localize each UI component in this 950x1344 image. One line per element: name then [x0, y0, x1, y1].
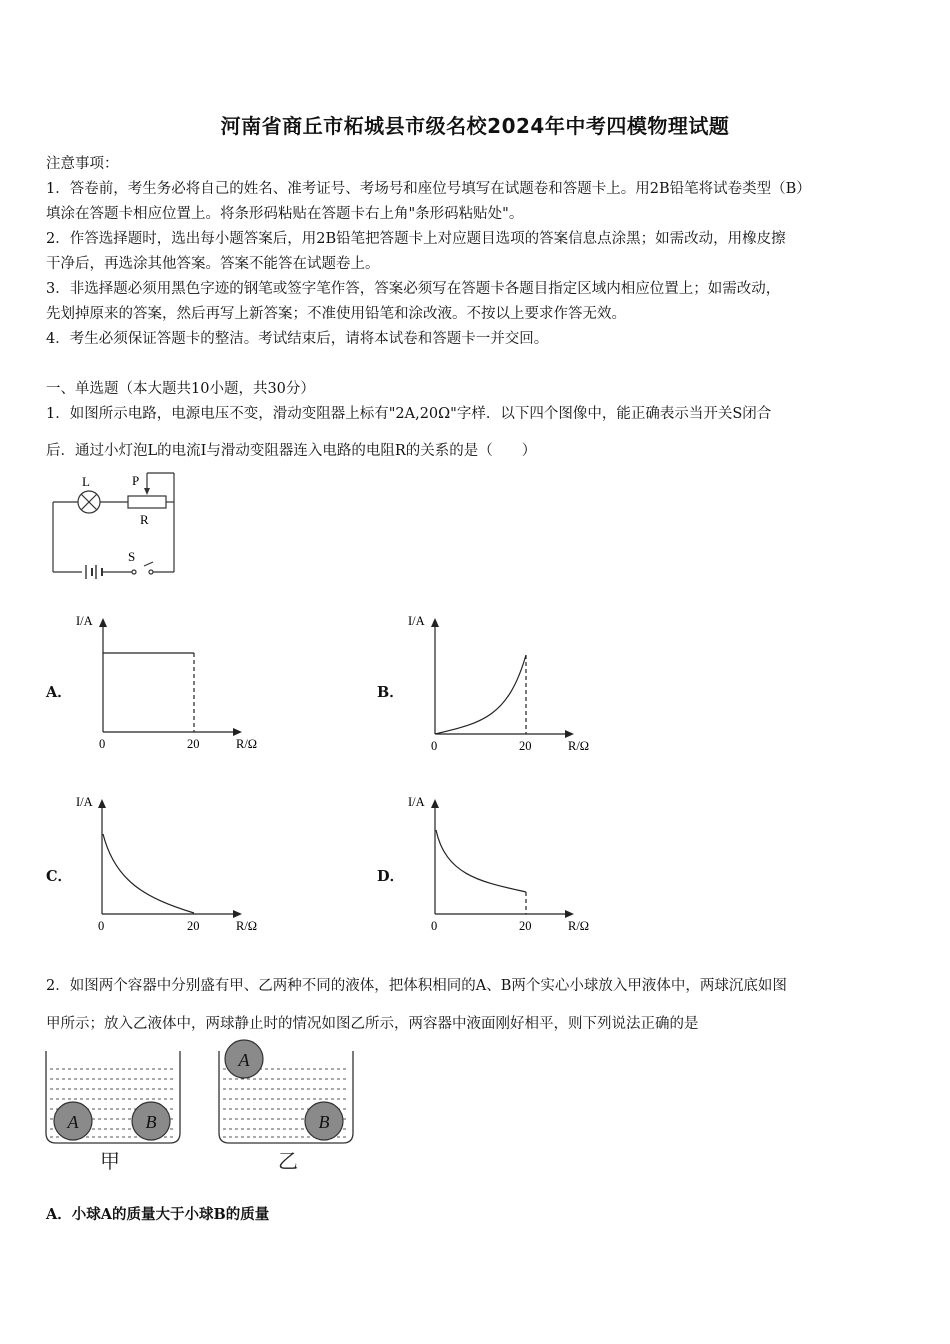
y-label: I/A — [76, 795, 93, 809]
q2-option-a: A．小球A的质量大于小球B的质量 — [46, 1206, 270, 1223]
option-c-label: C． — [46, 868, 73, 885]
notice-line-5: 3．非选择题必须用黑色字迹的钢笔或签字笔作答，答案必须写在答题卡各题目指定区域内相应位置上；如需改动， — [46, 281, 781, 297]
xmax-label: 20 — [519, 739, 532, 753]
resistor-symbol — [128, 496, 166, 508]
resistor-label: R — [140, 512, 149, 527]
caption-yi: 乙 — [278, 1151, 298, 1173]
notice-line-7: 4．考生必须保证答题卡的整洁。考试结束后，请将本试卷和答题卡一并交回。 — [46, 331, 549, 347]
lamp-label: L — [82, 474, 90, 489]
notice-line-3: 2．作答选择题时，选出每小题答案后，用2B铅笔把答题卡上对应题目选项的答案信息点涂黑；如需改动，用橡皮擦 — [46, 231, 786, 247]
q2-text-line-2: 甲所示；放入乙液体中，两球静止时的情况如图乙所示，两容器中液面刚好相平，则下列说法正确的是 — [46, 1016, 699, 1032]
y-arrow — [431, 618, 439, 627]
notice-line-2: 填涂在答题卡相应位置上。将条形码粘贴在答题卡右上角"条形码粘贴处"。 — [46, 206, 524, 222]
page-title: 河南省商丘市柘城县市级名校2024年中考四模物理试题 — [220, 114, 730, 138]
origin-label: 0 — [98, 919, 105, 933]
graph-d — [402, 786, 612, 936]
y-arrow — [99, 618, 107, 627]
x-arrow — [233, 728, 242, 736]
notice-line-6: 先划掉原来的答案，然后再写上新答案；不准使用铅笔和涂改液。不按以上要求作答无效。 — [46, 306, 626, 322]
graph-b — [402, 605, 612, 755]
x-label: R/Ω — [568, 739, 590, 753]
origin-label: 0 — [431, 739, 438, 753]
y-label: I/A — [76, 614, 93, 628]
option-a-label: A． — [46, 684, 72, 701]
origin-label: 0 — [99, 737, 106, 751]
notice-line-4: 干净后，再选涂其他答案。答案不能答在试题卷上。 — [46, 256, 380, 272]
curve — [435, 655, 526, 734]
x-arrow — [565, 910, 574, 918]
xmax-label: 20 — [187, 919, 200, 933]
x-label: R/Ω — [236, 737, 258, 751]
circuit-diagram — [40, 470, 190, 585]
ball-b-label: B — [318, 1112, 330, 1132]
y-arrow — [98, 799, 106, 808]
option-d-label: D． — [377, 868, 405, 885]
notice-heading: 注意事项： — [46, 156, 119, 172]
graph-c — [70, 786, 280, 936]
switch-symbol — [132, 570, 136, 574]
curve — [103, 834, 194, 913]
q2-text-line-1: 2．如图两个容器中分别盛有甲、乙两种不同的液体，把体积相同的A、B两个实心小球放入甲液体中，两球沉底如图 — [46, 978, 787, 994]
q1-text-line-1: 1．如图所示电路，电源电压不变，滑动变阻器上标有"2A,20Ω"字样．以下四个图像中，能正确表示当开关S闭合 — [46, 406, 772, 422]
container-jia — [40, 1045, 190, 1175]
y-label: I/A — [408, 614, 425, 628]
container-yi — [213, 1037, 363, 1175]
option-b-label: B． — [377, 684, 404, 701]
x-arrow — [233, 910, 242, 918]
origin-label: 0 — [431, 919, 438, 933]
curve — [436, 830, 526, 892]
q1-text-line-2: 后．通过小灯泡L的电流I与滑动变阻器连入电路的电阻R的关系的是（ ） — [46, 443, 537, 459]
x-label: R/Ω — [236, 919, 258, 933]
caption-jia: 甲 — [100, 1151, 120, 1173]
section-heading: 一、单选题（本大题共10小题，共30分） — [46, 381, 315, 397]
slider-arrow — [144, 488, 150, 495]
graph-a — [70, 605, 280, 755]
xmax-label: 20 — [187, 737, 200, 751]
y-arrow — [431, 799, 439, 808]
ball-a-label: A — [67, 1112, 79, 1132]
notice-line-1: 1．答卷前，考生务必将自己的姓名、准考证号、考场号和座位号填写在试题卷和答题卡上。用2B铅笔将试卷类型（B） — [46, 181, 811, 197]
ball-b-label: B — [145, 1112, 157, 1132]
x-arrow — [565, 730, 574, 738]
ball-a-label: A — [238, 1050, 250, 1070]
switch-label: S — [128, 549, 136, 564]
slider-label: P — [132, 473, 140, 488]
y-label: I/A — [408, 795, 425, 809]
xmax-label: 20 — [519, 919, 532, 933]
x-label: R/Ω — [568, 919, 590, 933]
